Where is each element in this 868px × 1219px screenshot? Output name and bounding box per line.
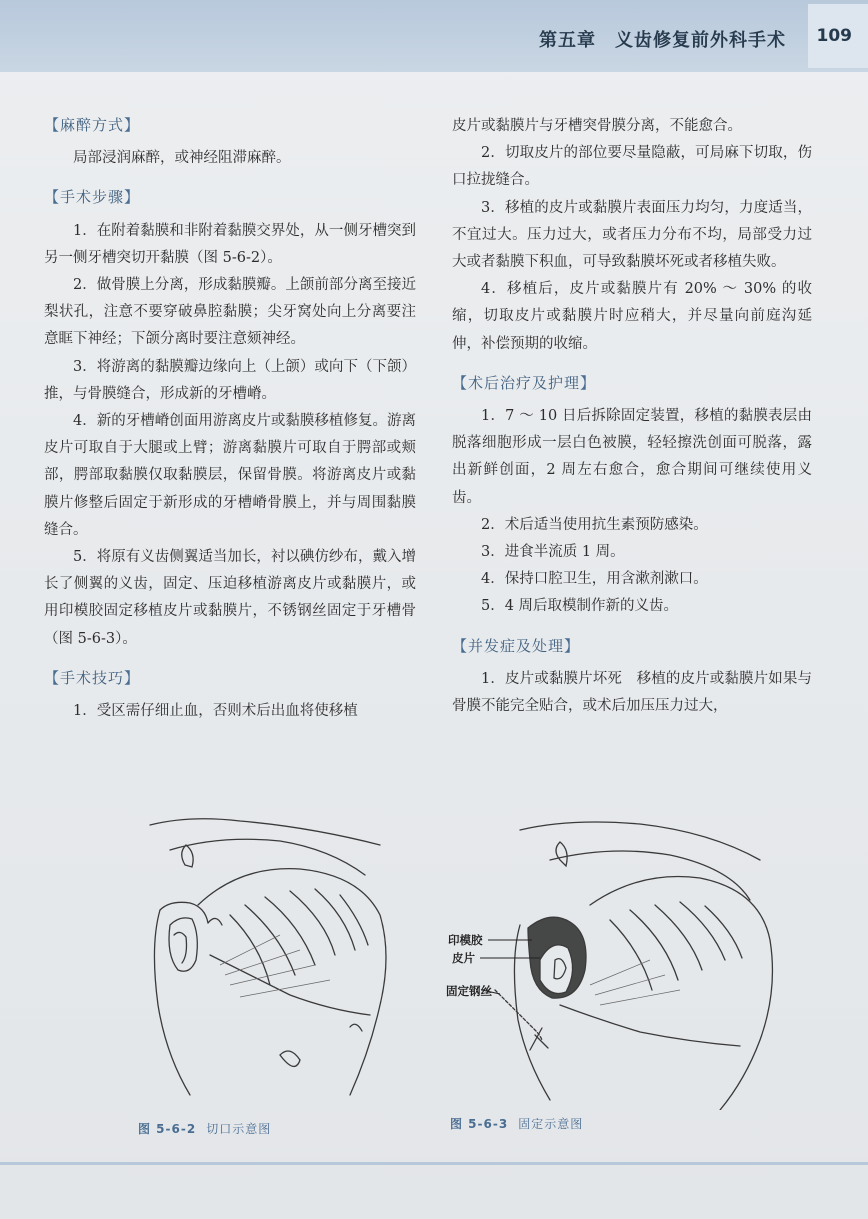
- figure-label-fixation-wire: 固定钢丝: [446, 984, 492, 998]
- right-column: [452, 113, 812, 720]
- section-heading-steps: 【手术步骤】: [44, 188, 141, 207]
- tip-item-1: 1．受区需仔细止血，否则术后出血将使移植: [73, 703, 358, 720]
- step-item-5: 5．将原有义齿侧翼适当加长，衬以碘仿纱布，戴入增长了侧翼的义齿，固定、压迫移植游离皮片或黏膜片，或用印模胶固定移植皮片或黏膜片，不锈钢丝固定于牙槽骨（图 5-6-3）。: [44, 549, 416, 647]
- incision-sketch-figure: [130, 805, 430, 1105]
- section-heading-complications: 【并发症及处理】: [452, 636, 581, 655]
- step-item-1: 1．在附着黏膜和非附着黏膜交界处，从一侧牙槽突到另一侧牙槽突切开黏膜（图 5-6-2）。: [44, 222, 416, 266]
- bottom-rule: [0, 1162, 868, 1165]
- chapter-title: 第五章 义齿修复前外科手术: [539, 30, 786, 51]
- anesthesia-text: 局部浸润麻醉，或神经阻滞麻醉。: [73, 150, 291, 167]
- postop-item-2: 2．术后适当使用抗生素预防感染。: [481, 516, 708, 533]
- left-column: [44, 104, 416, 725]
- figure-caption-left: 图 5-6-2 切口示意图: [138, 1122, 272, 1136]
- section-heading-anesthesia: 【麻醉方式】: [44, 116, 141, 134]
- fixation-sketch-figure: [440, 810, 830, 1110]
- tip-item-2: 2．切取皮片的部位要尽量隐蔽，可局麻下切取，伤口拉拢缝合。: [452, 145, 812, 189]
- step-item-3: 3．将游离的黏膜瓣边缘向上（上颌）或向下（下颌）推，与骨膜缝合，形成新的牙槽嵴。: [44, 358, 416, 402]
- section-heading-postop: 【术后治疗及护理】: [452, 373, 597, 392]
- figure-label-impression-compound: 印模胶: [448, 933, 483, 947]
- postop-item-4: 4．保持口腔卫生，用含漱剂漱口。: [481, 571, 708, 588]
- postop-item-3: 3．进食半流质 1 周。: [481, 544, 625, 561]
- tip-item-1-continued: 皮片或黏膜片与牙槽突骨膜分离，不能愈合。: [452, 118, 742, 134]
- section-heading-tips: 【手术技巧】: [44, 668, 141, 687]
- step-item-4: 4．新的牙槽嵴创面用游离皮片或黏膜移植修复。游离皮片可取自于大腿或上臂；游离黏膜片可取自于腭部或颊部，腭部取黏膜仅取黏膜层，保留骨膜。将游离皮片或黏膜片修整后固定于新形成的牙槽嵴骨膜上，并与周围黏膜缝合。: [44, 413, 416, 538]
- figure-label-skin-graft: 皮片: [452, 951, 475, 965]
- tip-item-3: 3．移植的皮片或黏膜片表面压力均匀，力度适当，不宜过大。压力过大，或者压力分布不均，局部受力过大或者黏膜下积血，可导致黏膜坏死或者移植失败。: [452, 199, 812, 271]
- figure-caption-right: 图 5-6-3 固定示意图: [450, 1117, 584, 1131]
- postop-item-1: 1．7 ～ 10 日后拆除固定装置，移植的黏膜表层由脱落细胞形成一层白色被膜，轻轻擦洗创面可脱落，露出新鲜创面，2 周左右愈合，愈合期间可继续使用义齿。: [452, 408, 812, 506]
- step-item-2: 2．做骨膜上分离，形成黏膜瓣。上颌前部分离至接近梨状孔，注意不要穿破鼻腔黏膜；尖牙窝处向上分离要注意眶下神经；下颌分离时要注意颏神经。: [44, 277, 416, 348]
- page-number: 109: [816, 26, 852, 46]
- complication-item-1: 1．皮片或黏膜片坏死 移植的皮片或黏膜片如果与骨膜不能完全贴合，或术后加压压力过大，: [452, 670, 812, 715]
- postop-item-5: 5．4 周后取模制作新的义齿。: [481, 598, 679, 615]
- tip-item-4: 4．移植后，皮片或黏膜片有 20% ～ 30% 的收缩，切取皮片或黏膜片时应稍大，并尽量向前庭沟延伸，补偿预期的收缩。: [452, 281, 812, 352]
